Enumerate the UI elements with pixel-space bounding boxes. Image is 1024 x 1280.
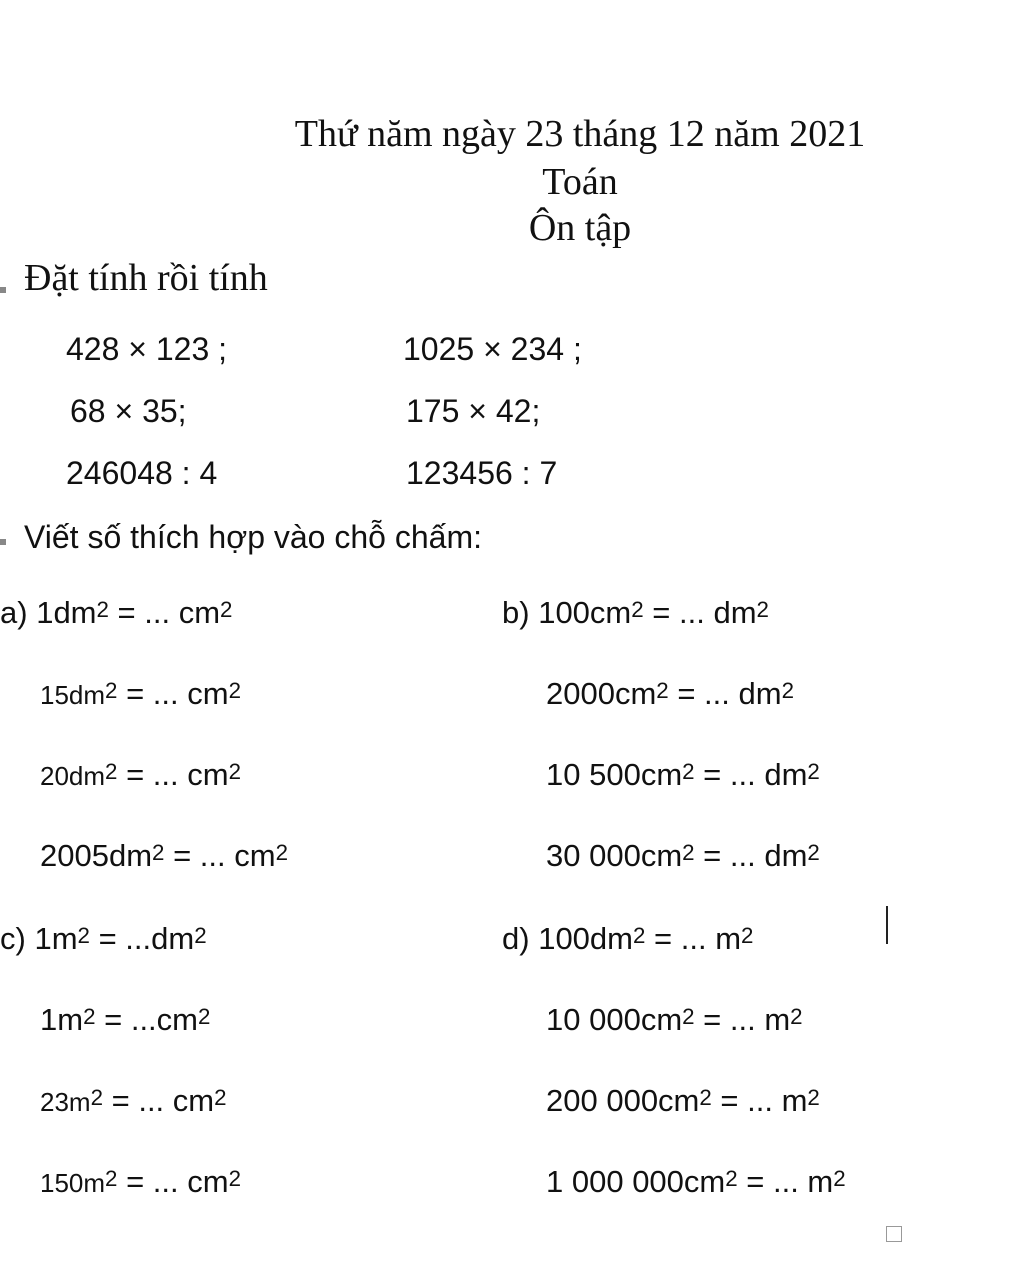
- exponent: 2: [275, 840, 288, 866]
- group-b-row: [502, 595, 769, 631]
- equation-lhs: 2005dm: [40, 838, 153, 873]
- equation-rhs: = ... cm: [164, 838, 276, 873]
- group-label: b): [502, 595, 530, 630]
- equation-rhs: = ... m: [737, 1164, 834, 1199]
- equation-lhs: 100cm: [538, 595, 632, 630]
- exponent: 2: [228, 678, 241, 704]
- exponent: 2: [807, 759, 820, 785]
- equation: [546, 1164, 846, 1200]
- section2-title: Viết số thích hợp vào chỗ chấm:: [24, 519, 482, 555]
- equation: [546, 1083, 820, 1119]
- equation-rhs: = ... cm: [103, 1083, 215, 1118]
- equation-rhs: = ... dm: [643, 595, 757, 630]
- equation-rhs: = ... dm: [694, 838, 808, 873]
- equation-rhs: = ...dm: [89, 921, 195, 956]
- group-label: d): [502, 921, 530, 956]
- equation-rhs: = ... m: [711, 1083, 808, 1118]
- calc-item: 175 × 42;: [406, 393, 541, 429]
- exponent: 2: [96, 597, 109, 623]
- equation-rhs: = ... m: [645, 921, 742, 956]
- exponent: 2: [105, 1166, 118, 1192]
- exponent: 2: [90, 1085, 103, 1111]
- exponent: 2: [105, 678, 118, 704]
- exponent: 2: [790, 1004, 803, 1030]
- exponent: 2: [220, 597, 233, 623]
- exponent: 2: [152, 840, 165, 866]
- calc-item: 1025 × 234 ;: [403, 331, 582, 367]
- exponent: 2: [83, 1004, 96, 1030]
- calc-item: 123456 : 7: [406, 455, 558, 491]
- exponent: 2: [807, 840, 820, 866]
- group-label: a): [0, 595, 28, 630]
- equation-rhs: = ... dm: [668, 676, 782, 711]
- equation: [40, 1164, 241, 1200]
- equation-lhs: 30 000cm: [546, 838, 683, 873]
- exponent: 2: [228, 1166, 241, 1192]
- equation-rhs: = ... m: [694, 1002, 791, 1037]
- group-d-row: [502, 921, 753, 957]
- equation-lhs: 2000cm: [546, 676, 657, 711]
- section2-bullet: [0, 539, 6, 545]
- equation-rhs: = ...cm: [95, 1002, 198, 1037]
- equation: [546, 1002, 803, 1038]
- calc-item: 428 × 123 ;: [66, 331, 228, 367]
- group-a-row: [0, 595, 232, 631]
- equation-rhs: = ... cm: [108, 595, 221, 630]
- exponent: 2: [725, 1166, 738, 1192]
- exponent: 2: [656, 678, 669, 704]
- exponent: 2: [682, 840, 695, 866]
- equation-lhs: 10 500cm: [546, 757, 683, 792]
- calc-item: 246048 : 4: [66, 455, 218, 491]
- equation-rhs: = ... cm: [117, 1164, 229, 1199]
- section1-title: Đặt tính rồi tính: [24, 257, 268, 299]
- exponent: 2: [77, 923, 90, 949]
- exponent: 2: [756, 597, 769, 623]
- group-c-row: [0, 921, 207, 957]
- exponent: 2: [781, 678, 794, 704]
- equation: [546, 838, 820, 874]
- exponent: 2: [682, 759, 695, 785]
- equation-lhs: 20dm: [40, 761, 106, 791]
- exponent: 2: [741, 923, 754, 949]
- equation-lhs: 10 000cm: [546, 1002, 683, 1037]
- equation: [40, 757, 241, 793]
- equation-lhs: 23m: [40, 1087, 91, 1117]
- exponent: 2: [198, 1004, 211, 1030]
- equation-lhs: 1m: [34, 921, 78, 956]
- equation-lhs: 1m: [40, 1002, 84, 1037]
- equation-lhs: 150m: [40, 1168, 106, 1198]
- exponent: 2: [105, 759, 118, 785]
- subject-title: Toán: [542, 161, 618, 203]
- lesson-title: Ôn tập: [528, 207, 632, 249]
- equation-lhs: 100dm: [538, 921, 633, 956]
- equation: [40, 838, 288, 874]
- group-label: c): [0, 921, 26, 956]
- equation: [40, 1002, 210, 1038]
- equation-lhs: 1 000 000cm: [546, 1164, 726, 1199]
- exponent: 2: [633, 923, 646, 949]
- equation: [546, 676, 794, 712]
- exponent: 2: [833, 1166, 846, 1192]
- equation: [546, 757, 820, 793]
- equation: [40, 1083, 227, 1119]
- equation-lhs: 200 000cm: [546, 1083, 700, 1118]
- equation-rhs: = ... dm: [694, 757, 808, 792]
- equation-lhs: 1dm: [36, 595, 97, 630]
- exponent: 2: [228, 759, 241, 785]
- text-cursor[interactable]: [886, 906, 888, 944]
- equation-rhs: = ... cm: [117, 676, 229, 711]
- equation: [40, 676, 241, 712]
- exponent: 2: [214, 1085, 227, 1111]
- exponent: 2: [631, 597, 644, 623]
- equation-rhs: = ... cm: [117, 757, 229, 792]
- exponent: 2: [807, 1085, 820, 1111]
- date-line: Thứ năm ngày 23 tháng 12 năm 2021: [294, 113, 866, 155]
- equation-lhs: 15dm: [40, 680, 106, 710]
- checkbox[interactable]: [886, 1226, 902, 1242]
- exponent: 2: [682, 1004, 695, 1030]
- exponent: 2: [699, 1085, 712, 1111]
- section1-bullet: [0, 287, 6, 293]
- calc-item: 68 × 35;: [70, 393, 187, 429]
- exponent: 2: [194, 923, 207, 949]
